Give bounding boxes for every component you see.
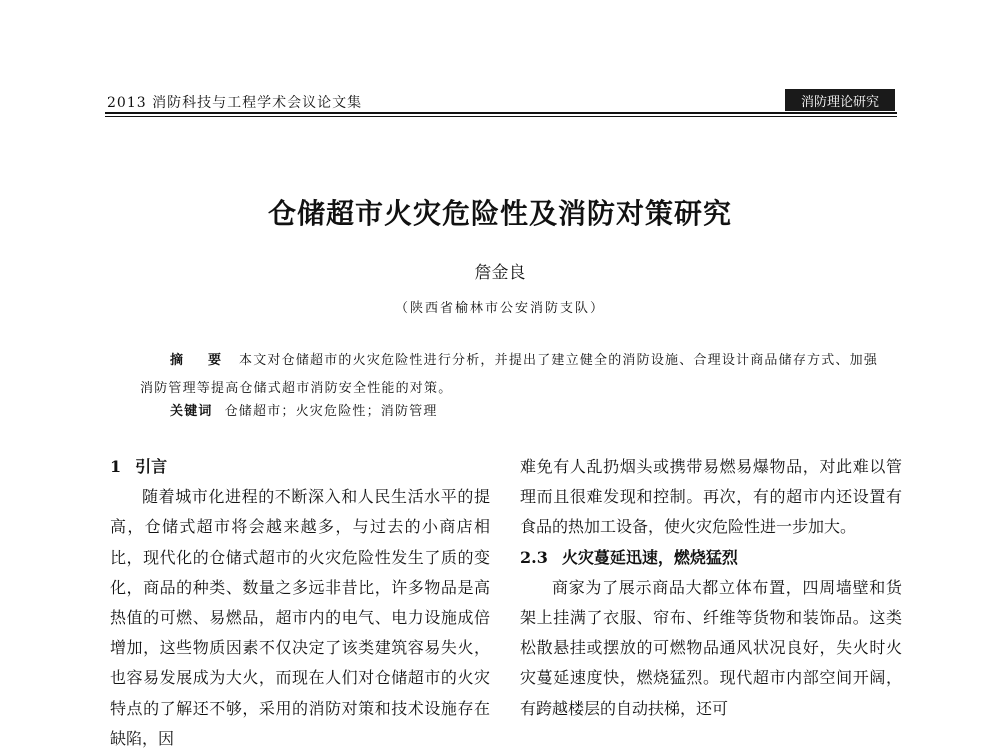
journal-header: 2013 消防科技与工程学术会议论文集 [107, 95, 363, 111]
section-1-number: 1 [110, 457, 122, 476]
keywords [170, 400, 438, 419]
keywords-text: 仓储超市；火灾危险性；消防管理 [224, 404, 438, 419]
left-column [110, 452, 490, 754]
paper-author: 詹金良 [474, 263, 526, 283]
section-tag: 消防理论研究 [785, 89, 895, 111]
abstract-label: 摘 要 [170, 353, 228, 368]
section-1-title: 引言 [135, 457, 168, 476]
keywords-label: 关键词 [170, 404, 213, 419]
section-1-heading [110, 452, 490, 482]
abstract [140, 347, 885, 403]
paper-title: 仓储超市火灾危险性及消防对策研究 [267, 197, 732, 230]
section-1-paragraph: 随着城市化进程的不断深入和人民生活水平的提高，仓储式超市将会越来越多，与过去的小商店相比，现代化的仓储式超市的火灾危险性发生了质的变化，商品的种类、数量之多远非昔比，许多物品是高热值的可燃、易燃品，超市内的电气、电力设施成倍增加，这些物质因素不仅决定了该类建筑容易失火，也容易发展成为大火，而现在人们对仓储超市的火灾特点的了解还不够，采用的消防对策和技术设施存在缺陷，因 [110, 487, 490, 748]
header-rule-thin [105, 116, 897, 117]
section-2-3-heading [520, 543, 902, 573]
continued-paragraph: 难免有人乱扔烟头或携带易燃易爆物品，对此难以管理而且很难发现和控制。再次，有的超市内还设置有食品的热加工设备，使火灾危险性进一步加大。 [520, 457, 902, 537]
abstract-text: 本文对仓储超市的火灾危险性进行分析，并提出了建立健全的消防设施、合理设计商品储存方式、加强消防管理等提高仓储式超市消防安全性能的对策。 [140, 353, 879, 396]
section-2-3-title: 火灾蔓延迅速，燃烧猛烈 [561, 547, 738, 567]
right-column [520, 452, 902, 724]
section-2-3-number: 2.3 [520, 547, 548, 567]
header-rule [105, 112, 897, 114]
paper-affiliation: （陕西省榆林市公安消防支队） [394, 301, 605, 316]
section-2-3-paragraph: 商家为了展示商品大都立体布置，四周墙壁和货架上挂满了衣服、帘布、纤维等货物和装饰品。这类松散悬挂或摆放的可燃物品通风状况良好，失火时火灾蔓延速度快，燃烧猛烈。现代超市内部空间开阔，有跨越楼层的自动扶梯，还可 [520, 577, 902, 718]
